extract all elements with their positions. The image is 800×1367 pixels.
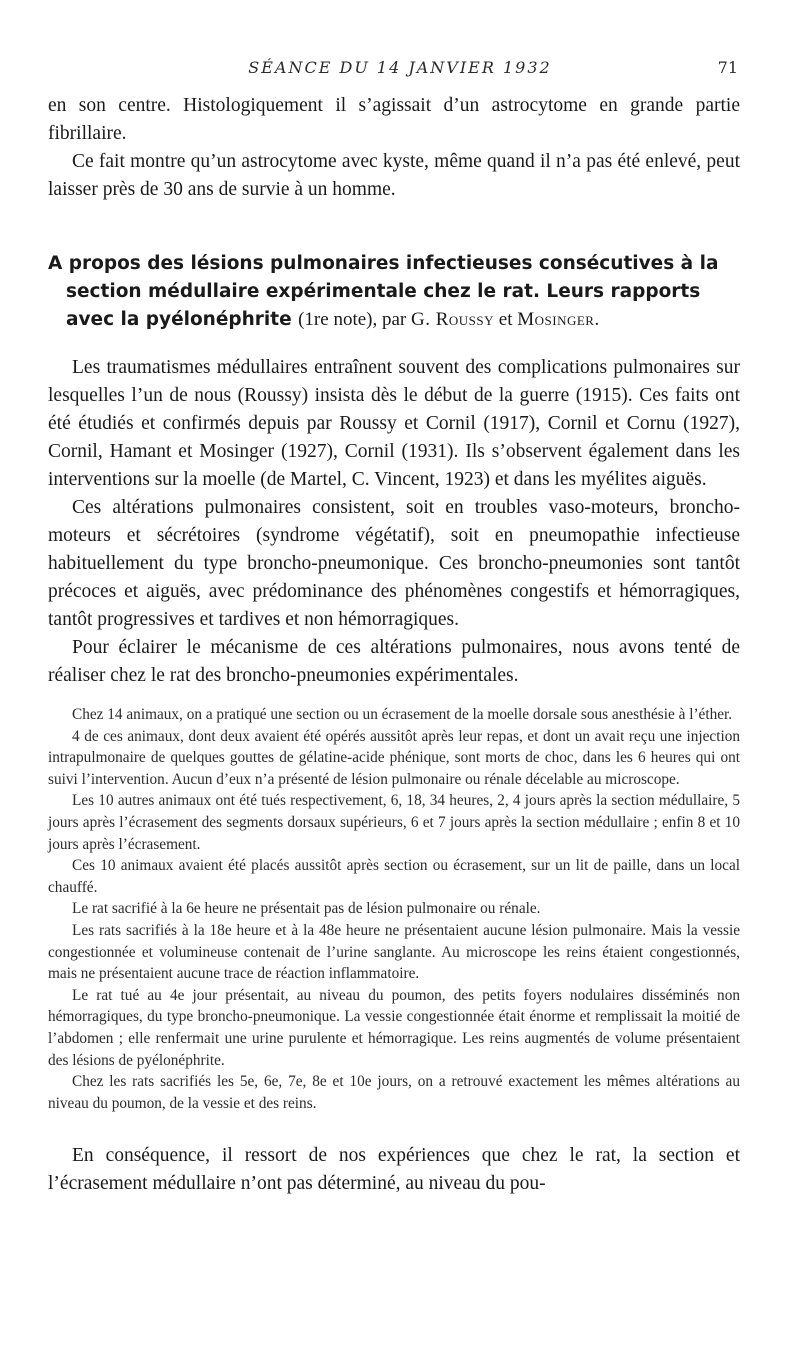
small-paragraph: Chez 14 animaux, on a pratiqué une section ou un écrasement de la moelle dorsale sous anesthésie à l’éther. <box>72 706 733 723</box>
article-note: (1re note), par <box>298 309 411 330</box>
small-paragraph: Les rats sacrifiés à la 18e heure et à la 48e heure ne présentaient aucune lésion pulmonaire. Mais la vessie congestionnée et volumineuse contenait de l’urine sanglante. Au microscope les reins étaient congestionnés, mais ne présentaient aucune trace de réaction inflammatoire. <box>48 921 740 983</box>
small-paragraph: Le rat sacrifié à la 6e heure ne présentait pas de lésion pulmonaire ou rénale. <box>72 900 541 918</box>
small-paragraph: Les 10 autres animaux ont été tués respectivement, 6, 18, 34 heures, 2, 4 jours après la section médullaire, 5 jours après l’écrasement des segments dorsaux supérieurs, 6 et 7 jours après la section médullaire ; enfin 8 et 10 jours après l’écrasement. <box>48 792 740 853</box>
paragraph-continued: en son centre. Histologiquement il s’agissait d’un astrocytome en grande partie fibrillaire. <box>48 95 740 144</box>
page-body <box>48 92 740 1198</box>
paragraph: Ce fait montre qu’un astrocytome avec kyste, même quand il n’a pas été enlevé, peut laisser près de 30 ans de survie à un homme. <box>48 151 740 200</box>
article-title-text: A propos des lésions pulmonaires infectieuses consécutives à la section médullaire expérimentale chez le rat. Leurs rapports avec la pyélonéphrite <box>48 253 719 330</box>
paragraph: Ces altérations pulmonaires consistent, soit en troubles vaso-moteurs, broncho-moteurs et sécrétoires (syndrome végétatif), soit en pneumopathie infectieuse habituellement du type broncho-pneumonique. Ces broncho-pneumonies sont tantôt précoces et aiguës, avec prédominance des phénomènes congestifs et hémorragiques, tantôt progressives et tardives et non hémorragiques. <box>48 497 740 630</box>
small-paragraph: Ces 10 animaux avaient été placés aussitôt après section ou écrasement, sur un lit de paille, dans un local chauffé. <box>48 857 740 896</box>
author-name: Mosinger <box>517 309 595 330</box>
paragraph: En conséquence, il ressort de nos expériences que chez le rat, la section et l’écrasement médullaire n’ont pas déterminé, au niveau du pou- <box>48 1145 740 1195</box>
author-name: G. Roussy <box>411 309 495 330</box>
small-paragraph: 4 de ces animaux, dont deux avaient été opérés aussitôt après leur repas, et dont un avait reçu une injection intrapulmonaire de quelques gouttes de gélatine-acide phénique, sont morts de choc, dans les 6 heures qui ont suivi l’intervention. Aucun d’eux n’a présenté de lésion pulmonaire ou rénale décelable au microscope. <box>48 727 740 788</box>
byline-end: . <box>594 309 600 330</box>
author-conjunction: et <box>494 309 518 330</box>
page-header <box>0 58 800 84</box>
article-byline <box>298 309 599 330</box>
page-number: 71 <box>717 58 738 77</box>
small-paragraph: Le rat tué au 4e jour présentait, au niveau du poumon, des petits foyers nodulaires disséminés non hémorragiques, du type broncho-pneumonique. La vessie congestionnée était énorme et remplissait la moitié de l’abdomen ; elle renfermait une urine purulente et hémorragique. Les reins augmentés de volume présentaient des lésions de pyélonéphrite. <box>48 986 740 1069</box>
paragraph: Pour éclairer le mécanisme de ces altérations pulmonaires, nous avons tenté de réaliser chez le rat des broncho-pneumonies expérimentales. <box>48 637 740 686</box>
paragraph: Les traumatismes médullaires entraînent souvent des complications pulmonaires sur lesquelles l’un de nous (Roussy) insista dès le début de la guerre (1915). Ces faits ont été étudiés et confirmés depuis par Roussy et Cornil (1917), Cornil et Cornu (1927), Cornil, Hamant et Mosinger (1927), Cornil (1931). Ils s’observent également dans les interventions sur la moelle (de Martel, C. Vincent, 1923) et dans les myélites aiguës. <box>48 357 740 490</box>
article-title <box>48 250 740 334</box>
small-paragraph: Chez les rats sacrifiés les 5e, 6e, 7e, 8e et 10e jours, on a retrouvé exactement les mêmes altérations au niveau du poumon, de la vessie et des reins. <box>48 1073 740 1112</box>
running-title: SÉANCE DU 14 JANVIER 1932 <box>248 58 552 77</box>
